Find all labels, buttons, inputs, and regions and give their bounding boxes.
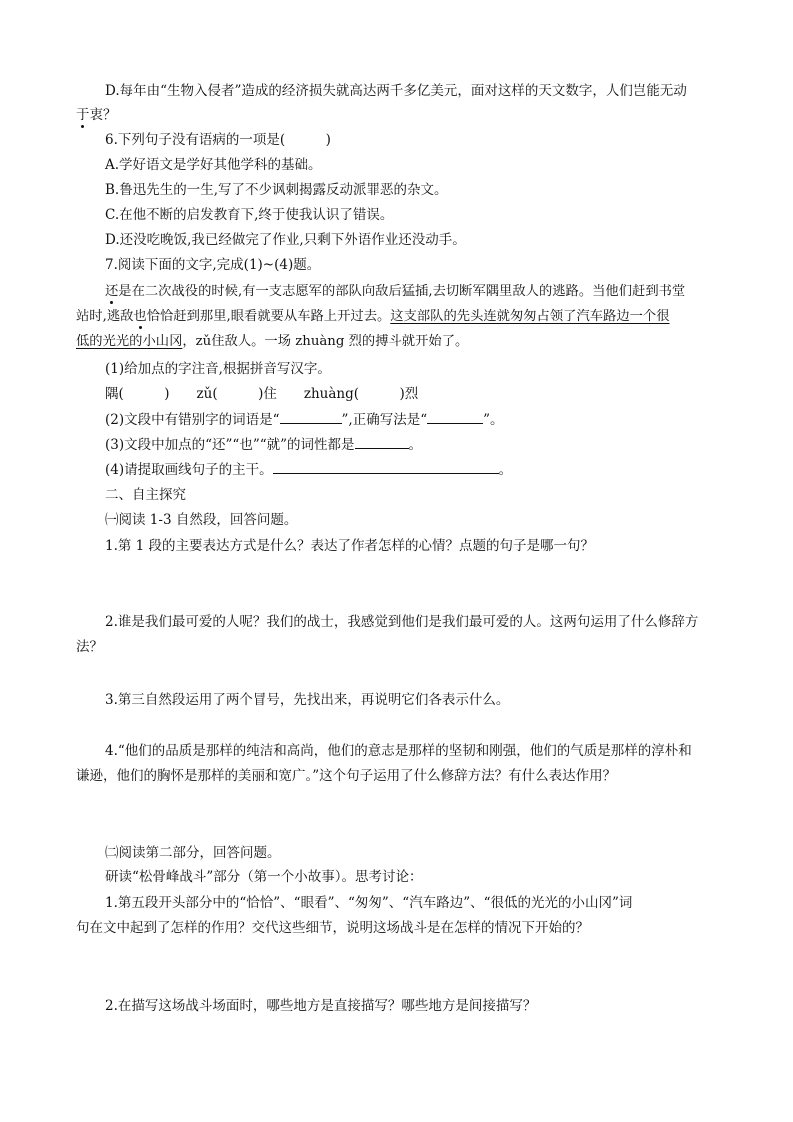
passage-line2: 站时,逃敌也恰恰赶到那里,眼看就要从车路上开过去。这支部队的先头连就匆匆占领了汽车路边一个很 bbox=[76, 309, 670, 324]
underlined-sentence-part2: 低的光光的小山冈 bbox=[76, 334, 183, 349]
q6-option-c: C.在他不断的启发教育下,终于使我认识了错误。 bbox=[105, 207, 394, 223]
sub-question-4: (4)请提取画线句子的主干。 。 bbox=[105, 459, 512, 480]
question-7: 7.阅读下面的文字,完成(1)~(4)题。 bbox=[105, 257, 321, 273]
passage-line3: 低的光光的小山冈，zǔ住敌人。一场 zhuàng 烈的搏斗就开始了。 bbox=[76, 334, 469, 349]
part1-question-3: 3.第三自然段运用了两个冒号，先找出来，再说明它们各表示什么。 bbox=[105, 692, 510, 708]
sub-question-1: (1)给加点的字注音,根据拼音写汉字。 bbox=[105, 361, 331, 377]
sub-question-2: (2)文段中有错别字的词语是“ ”,正确写法是“ ”。 bbox=[105, 409, 504, 430]
dotted-char-ye: 也 bbox=[133, 309, 147, 324]
q6-option-b: B.鲁迅先生的一生,写了不少讽刺揭露反动派罪恶的杂文。 bbox=[105, 182, 448, 198]
underlined-sentence-part1: 这支部队的先头连就匆匆占领了汽车路边一个很 bbox=[390, 309, 670, 324]
part-2-subheading: 研读“松骨峰战斗”部分（第一个小故事）。思考讨论： bbox=[105, 869, 423, 885]
option-d-line2: 于衷？ bbox=[76, 107, 117, 123]
option-d-line1: D.每年由“生物入侵者”造成的经济损失就高达两千多亿美元，面对这样的天文数字，人们岂能无动 bbox=[105, 83, 687, 99]
answer-blank[interactable] bbox=[427, 409, 483, 424]
part1-question-2-line1: 2.谁是我们最可爱的人呢？我们的战士，我感觉到他们是我们最可爱的人。这两句运用了什么修辞方 bbox=[105, 614, 699, 630]
part1-question-1: 1.第 1 段的主要表达方式是什么？表达了作者怎样的心情？点题的句子是哪一句？ bbox=[105, 538, 595, 554]
section-title: 二、自主探究 bbox=[105, 487, 186, 503]
part1-question-2-line2: 法？ bbox=[76, 639, 103, 655]
answer-blank[interactable] bbox=[273, 459, 499, 474]
q6-option-a: A.学好语文是学好其他学科的基础。 bbox=[105, 157, 322, 173]
part1-question-4-line1: 4.“他们的品质是那样的纯洁和高尚，他们的意志是那样的坚韧和刚强，他们的气质是那样的淳朴和 bbox=[105, 743, 692, 759]
answer-blank[interactable] bbox=[355, 434, 409, 449]
passage-line1: 还是在二次战役的时候,有一支志愿军的部队向敌后猛插,去切断军隅里敌人的逃路。当他们赶到书堂 bbox=[105, 284, 686, 299]
q6-option-d: D.还没吃晚饭,我已经做完了作业,只剩下外语作业还没动手。 bbox=[105, 232, 466, 248]
dotted-char: 于 bbox=[76, 107, 90, 123]
dotted-char-huan: 还 bbox=[105, 284, 119, 299]
answer-blank[interactable] bbox=[280, 409, 342, 424]
pinyin-row: 隅( ) zǔ( )住 zhuàng( )烈 bbox=[105, 386, 419, 402]
part2-question-1-line2: 句在文中起到了怎样的作用？交代这些细节，说明这场战斗是在怎样的情况下开始的？ bbox=[76, 920, 589, 936]
part2-question-2: 2.在描写这场战斗场面时，哪些地方是直接描写？哪些地方是间接描写？ bbox=[105, 998, 537, 1014]
sub-question-3: (3)文段中加点的“还”“也”“就”的词性都是 。 bbox=[105, 434, 422, 455]
part2-question-1-line1: 1.第五段开头部分中的“恰恰”、“眼看”、“匆匆”、“汽车路边”、“很低的光光的小山冈”词 bbox=[105, 895, 633, 911]
part1-question-4-line2: 谦逊，他们的胸怀是那样的美丽和宽广。”这个句子运用了什么修辞方法？有什么表达作用？ bbox=[76, 768, 617, 784]
part-2-heading: ㈡阅读第二部分，回答问题。 bbox=[105, 845, 281, 861]
part-1-heading: ㈠阅读 1-3 自然段，回答问题。 bbox=[105, 512, 298, 528]
question-6: 6.下列句子没有语病的一项是( ) bbox=[105, 132, 331, 148]
